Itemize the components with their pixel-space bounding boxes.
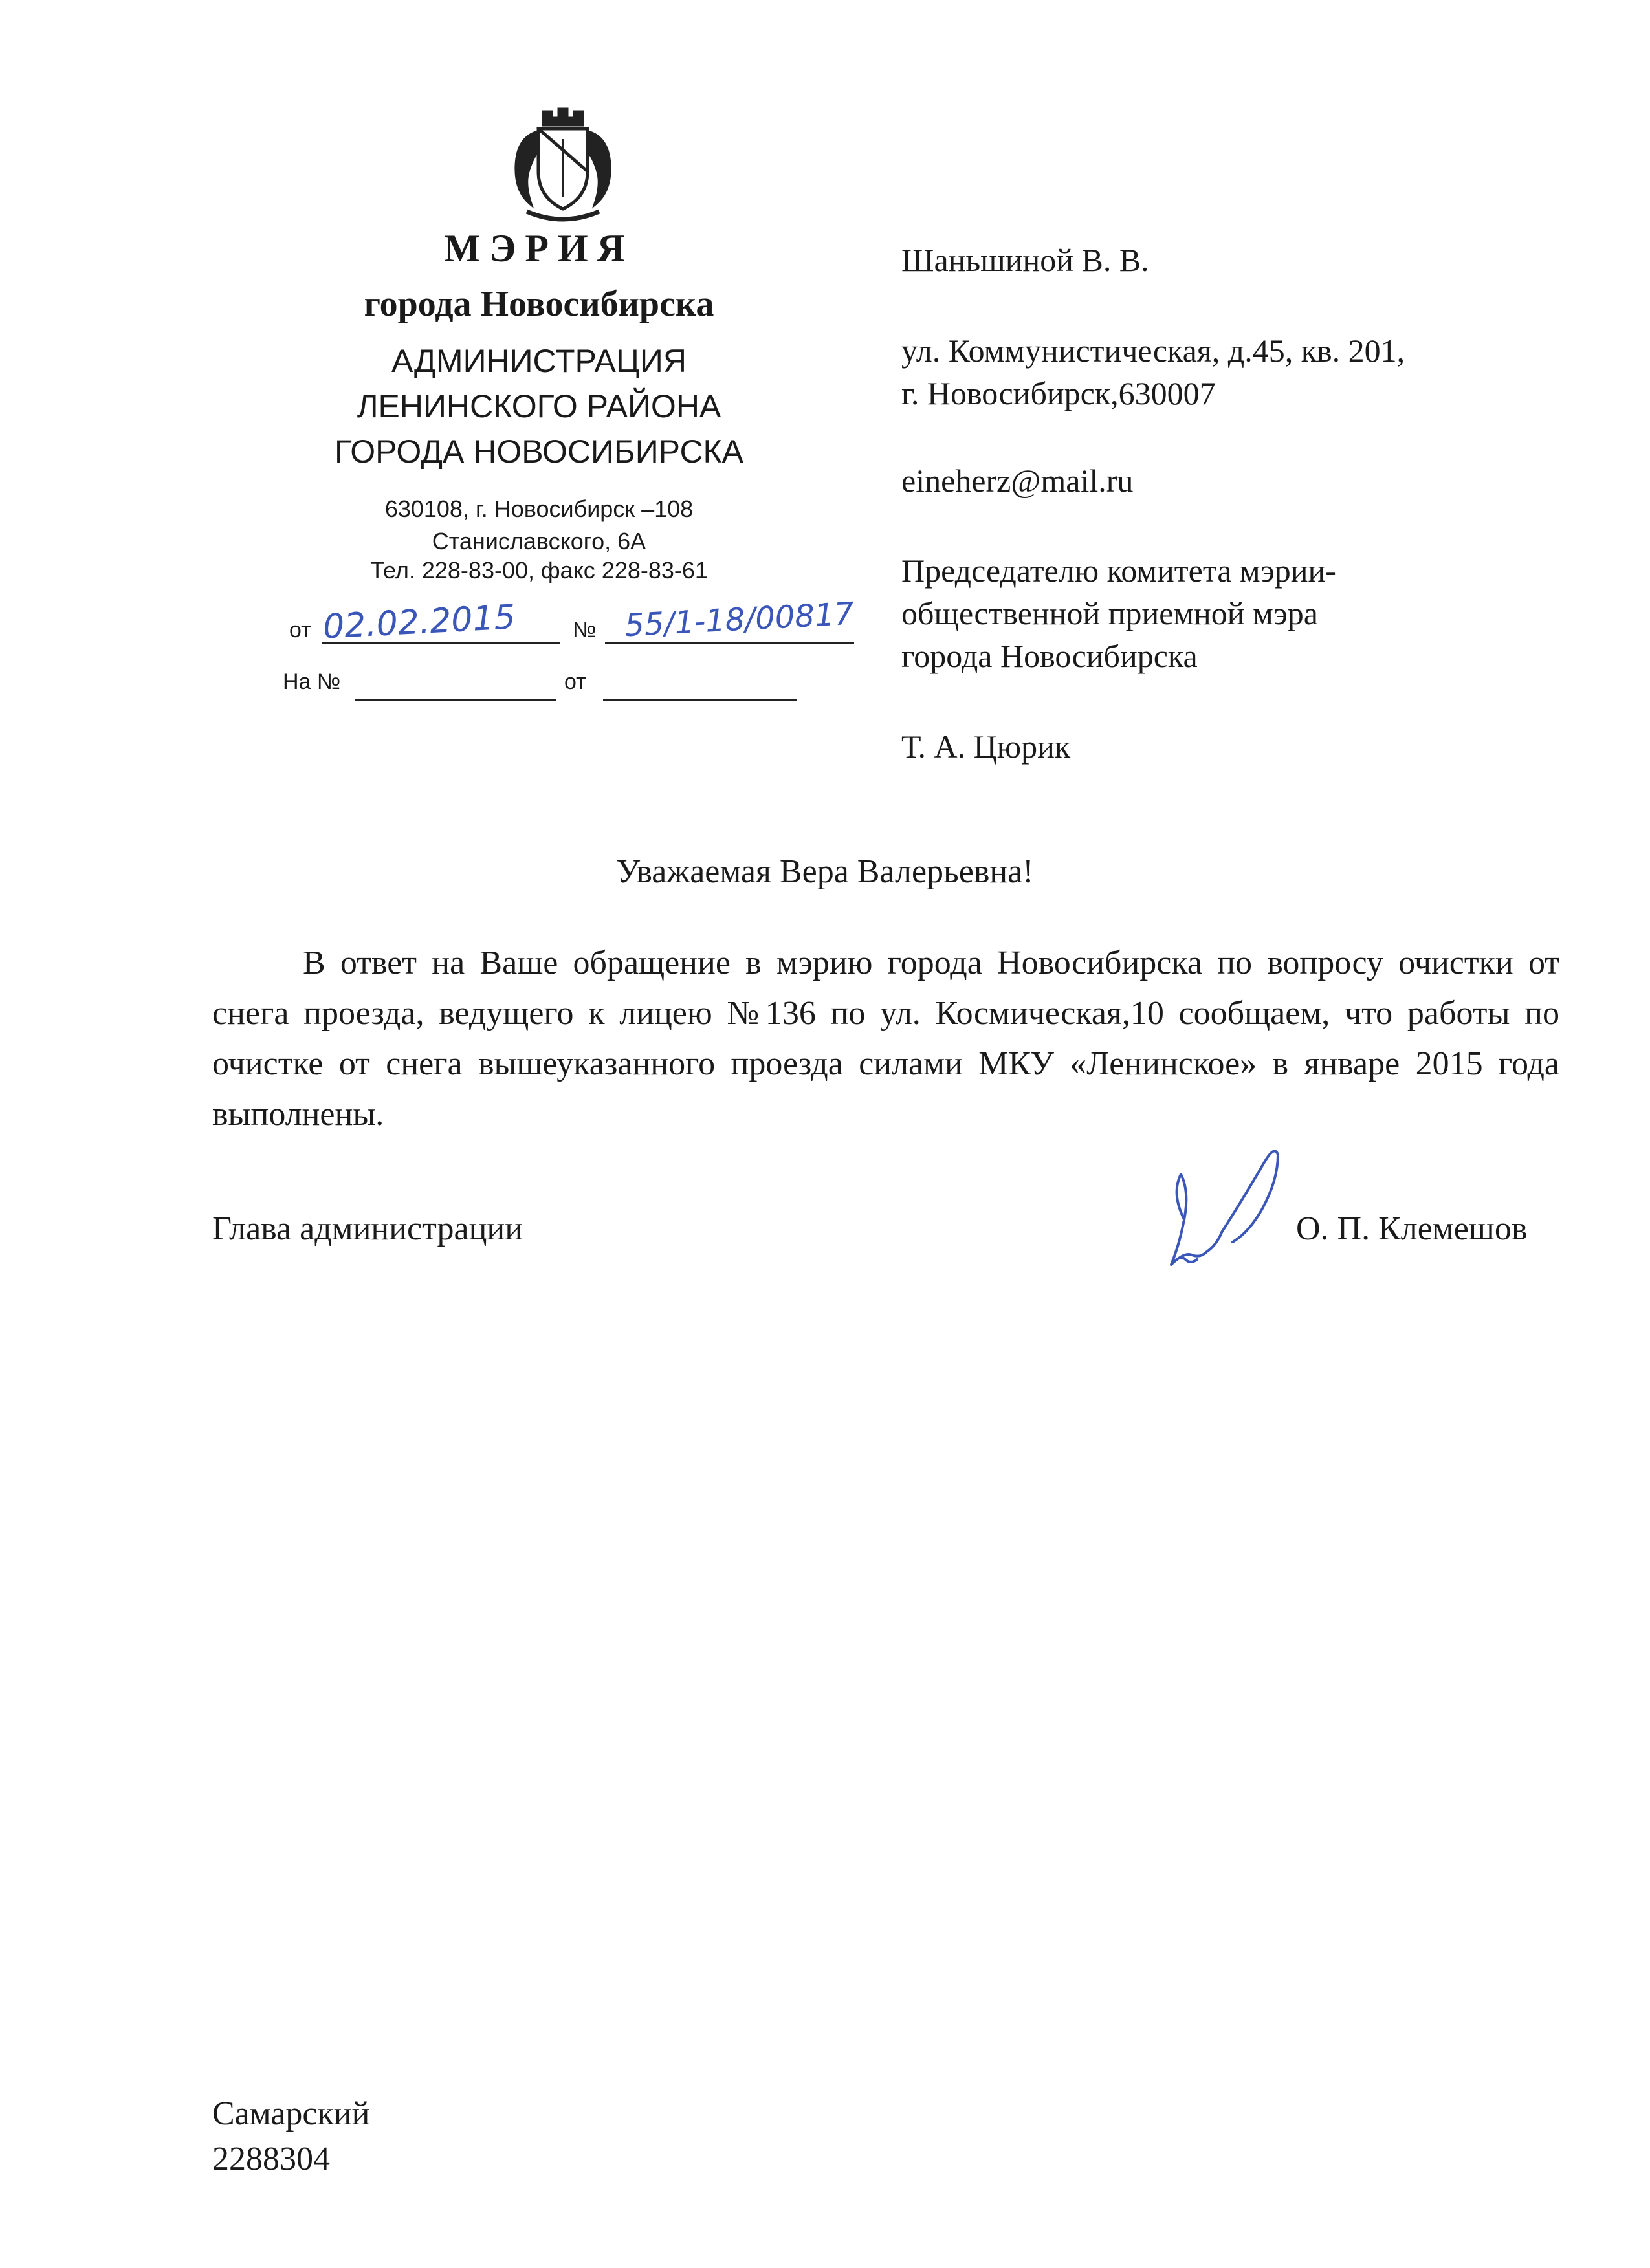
- recipient-city: г. Новосибирск,630007: [901, 375, 1216, 411]
- date-field: [322, 598, 560, 647]
- address-line: Станиславского, 6А: [432, 528, 646, 554]
- city-name: города Новосибирска: [364, 284, 714, 324]
- mayor-office-title: МЭРИЯ: [444, 227, 634, 270]
- number-field: [605, 595, 855, 644]
- signer-name: О. П. Клемешов: [1296, 1210, 1528, 1247]
- signer-title: Глава администрации: [212, 1210, 523, 1247]
- administration-line: ГОРОДА НОВОСИБИРСКА: [334, 433, 744, 470]
- date-label: от: [289, 618, 311, 642]
- addressee-name: Т. А. Цюрик: [901, 728, 1071, 765]
- salutation: Уважаемая Вера Валерьевна!: [616, 853, 1034, 890]
- addressee-line: Председателю комитета мэрии-: [901, 552, 1336, 589]
- executor-name: Самарский: [212, 2095, 370, 2132]
- coat-of-arms-icon: [498, 100, 628, 230]
- reply-from-blank: [603, 671, 797, 701]
- administration-line: АДМИНИСТРАЦИЯ: [391, 343, 687, 379]
- date-value: 02.02.2015: [322, 598, 517, 647]
- executor-phone: 2288304: [212, 2141, 330, 2177]
- addressee-line: города Новосибирска: [901, 638, 1198, 674]
- letter-body: В ответ на Ваше обращение в мэрию города Новосибирска по вопросу очистки от снега проезда, ведущего к лицею №136 по ул. Космическая,10 сообщаем, что работы по очистке от снега вышеуказанного проезда силами МКУ «Ленинское» в январе 2015 года выполнены.: [212, 944, 1559, 1133]
- number-label: №: [573, 618, 597, 642]
- reply-from-label: от: [564, 670, 586, 694]
- recipient-name: Шаньшиной В. В.: [901, 242, 1149, 278]
- administration-line: ЛЕНИНСКОГО РАЙОНА: [357, 388, 721, 424]
- recipient-email: eineherz@mail.ru: [901, 463, 1134, 499]
- recipient-address: ул. Коммунистическая, д.45, кв. 201,: [901, 333, 1405, 369]
- reply-to-label: На №: [283, 670, 341, 694]
- handwritten-signature: [1145, 1135, 1301, 1284]
- phone-fax-line: Тел. 228-83-00, факс 228-83-61: [370, 557, 708, 583]
- address-line: 630108, г. Новосибирск –108: [384, 496, 694, 522]
- reply-to-blank: [355, 671, 556, 701]
- number-value: 55/1-18/00817: [623, 595, 855, 644]
- addressee-line: общественной приемной мэра: [901, 595, 1318, 631]
